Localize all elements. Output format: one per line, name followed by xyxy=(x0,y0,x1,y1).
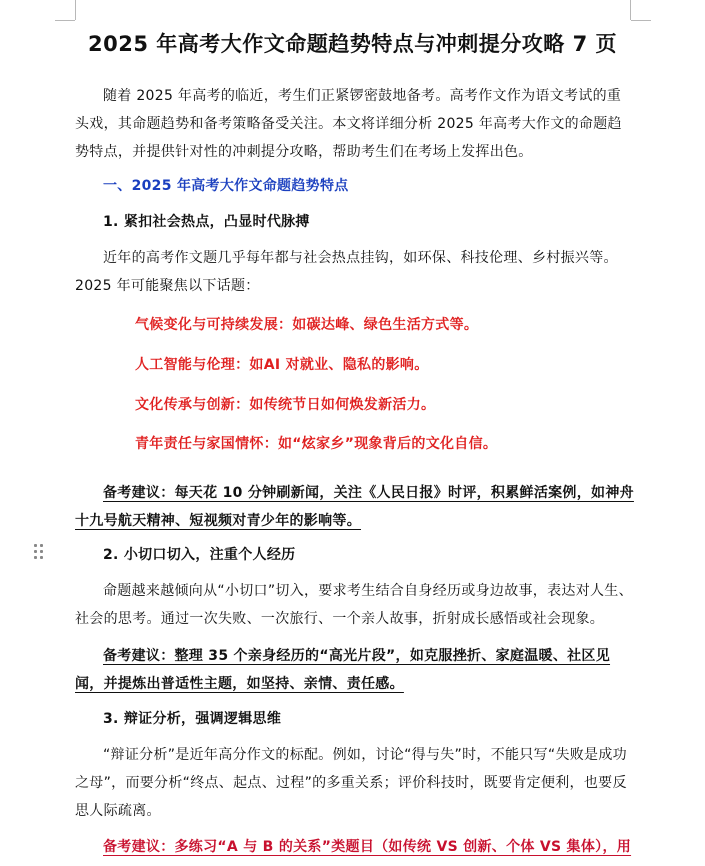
point3-body: “辩证分析”是近年高分作文的标配。例如，讨论“得与失”时，不能只写“失败是成功之母”，而要分析“终点、起点、过程”的多重关系；评价科技时，既要肯定便利，也要反思人际疏离。 xyxy=(75,747,627,819)
point1-advice: 备考建议：每天花 10 分钟刷新闻，关注《人民日报》时评，积累鲜活案例，如神舟十九号航天精神、短视频对青少年的影响等。 xyxy=(75,485,634,529)
point2-heading: 2. 小切口切入，注重个人经历 xyxy=(103,547,296,563)
crop-mark-top-right-h xyxy=(631,20,651,21)
document-title: 2025 年高考大作文命题趋势特点与冲刺提分攻略 7 页 xyxy=(88,32,617,56)
topic-item: 青年责任与家国情怀：如“炫家乡”现象背后的文化自信。 xyxy=(135,436,498,452)
topic-item: 人工智能与伦理：如AI 对就业、隐私的影响。 xyxy=(135,357,429,373)
topic-item: 气候变化与可持续发展：如碳达峰、绿色生活方式等。 xyxy=(135,317,479,333)
crop-mark-top-right xyxy=(630,0,631,20)
point3-advice: 备考建议：多练习“A 与 B 的关系”类题目（如传统 VS 创新、个体 VS 集体），用 xyxy=(103,839,632,855)
crop-mark-top-left xyxy=(75,0,76,20)
point1-heading: 1. 紧扣社会热点，凸显时代脉搏 xyxy=(103,214,310,230)
crop-mark-top-left-h xyxy=(55,20,75,21)
point3-heading: 3. 辩证分析，强调逻辑思维 xyxy=(103,711,282,727)
drag-handle-icon[interactable] xyxy=(34,544,44,560)
section-heading: 一、2025 年高考大作文命题趋势特点 xyxy=(103,178,349,194)
point2-advice: 备考建议：整理 35 个亲身经历的“高光片段”，如克服挫折、家庭温暖、社区见闻，并提炼出普适性主题，如坚持、亲情、责任感。 xyxy=(75,648,611,692)
point1-body: 近年的高考作文题几乎每年都与社会热点挂钩，如环保、科技伦理、乡村振兴等。2025 年可能聚焦以下话题： xyxy=(75,250,618,294)
topic-item: 文化传承与创新：如传统节日如何焕发新活力。 xyxy=(135,397,436,413)
point2-body: 命题越来越倾向从“小切口”切入，要求考生结合自身经历或身边故事，表达对人生、社会的思考。通过一次失败、一次旅行、一个亲人故事，折射成长感悟或社会现象。 xyxy=(75,583,633,627)
intro-paragraph: 随着 2025 年高考的临近，考生们正紧锣密鼓地备考。高考作文作为语文考试的重头戏，其命题趋势和备考策略备受关注。本文将详细分析 2025 年高考大作文的命题趋势特点，并提供针对性的冲刺提分攻略，帮助考生们在考场上发挥出色。 xyxy=(75,88,622,160)
